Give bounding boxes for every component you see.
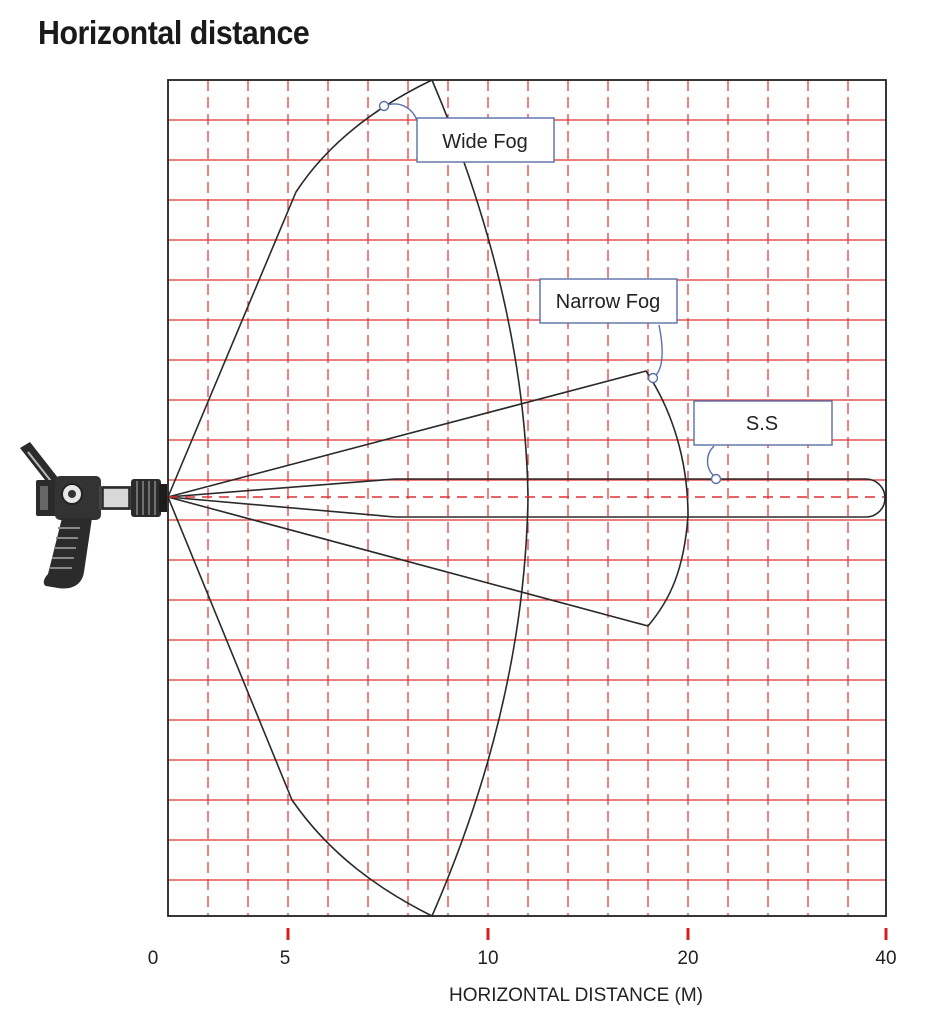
tick-label-10: 10: [477, 948, 499, 969]
tick-label-0: 0: [147, 948, 159, 969]
narrow-fog-boundary: [168, 371, 688, 626]
wide-fog-pattern: [168, 80, 528, 916]
ss-callout: [694, 401, 832, 484]
tick-label-40: 40: [875, 948, 897, 969]
narrow-fog-pattern: [168, 371, 688, 626]
grid: [168, 80, 886, 916]
tick-label-5: 5: [279, 948, 291, 969]
wide-fog-callout: [380, 102, 555, 163]
ss-pattern: [168, 479, 885, 517]
page-title: Horizontal distance: [38, 14, 310, 51]
fire-hose-nozzle-icon: [20, 442, 167, 588]
x-axis-title: HORIZONTAL DISTANCE (M): [448, 985, 704, 1006]
x-axis: [148, 928, 897, 1006]
wide-fog-label: Wide Fog: [442, 131, 528, 153]
tick-label-20: 20: [677, 948, 699, 969]
narrow-fog-callout: [540, 279, 677, 383]
ss-stream-boundary: [168, 479, 885, 517]
ss-label: S.S: [745, 413, 779, 435]
plot-frame: [168, 80, 886, 916]
wide-fog-boundary: [168, 80, 528, 916]
narrow-fog-label: Narrow Fog: [555, 291, 661, 313]
